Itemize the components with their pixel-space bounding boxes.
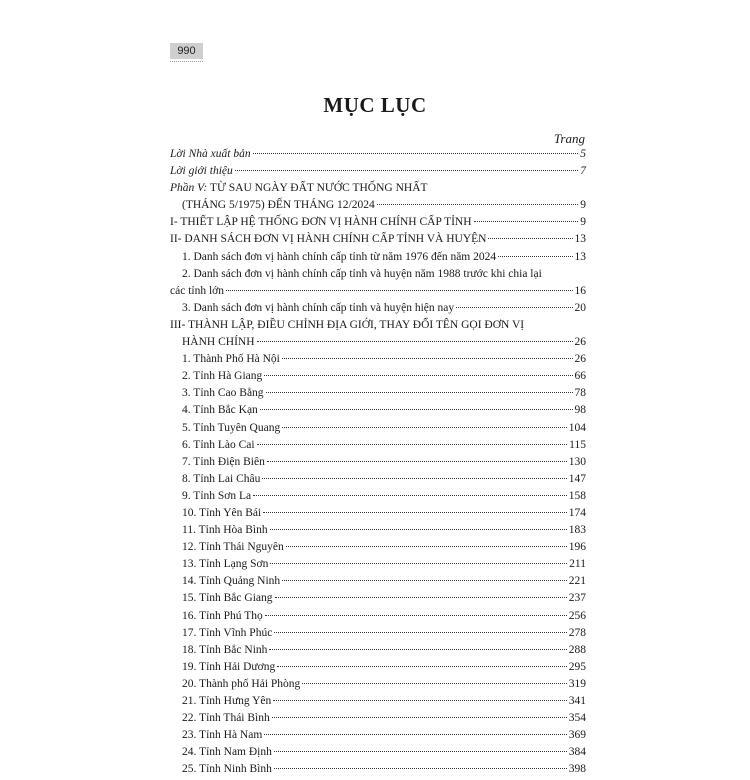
toc-entry [170,251,586,268]
toc-leader-dots [488,238,572,239]
toc-leader-dots [253,153,579,154]
toc-leader-dots [274,632,566,633]
toc-entry [170,165,586,182]
toc-entry-title: 24. Tỉnh Nam Định [182,746,272,759]
toc-entry [170,763,586,780]
toc-leader-dots [263,512,567,513]
toc-entry-title: 16. Tỉnh Phú Thọ [182,609,263,622]
toc-entry-page: 16 [574,284,586,297]
toc-leader-dots [282,427,567,428]
toc-entry [170,695,586,712]
part-label: Phần V: [170,182,208,195]
toc-entry-title: I- THIẾT LẬP HỆ THỐNG ĐƠN VỊ HÀNH CHÍNH CẤP TỈNH [170,216,472,229]
toc-entry [170,473,586,490]
toc-leader-dots [257,341,573,342]
toc-entry-page: 78 [574,387,586,400]
toc-leader-dots [270,563,567,564]
toc-entry [170,524,586,541]
toc-entry-title: 1. Thành Phố Hà Nội [182,353,280,366]
toc-entry-page: 26 [574,353,586,366]
toc-entry-title: 8. Tỉnh Lai Châu [182,472,261,485]
toc-entry-title: 22. Tỉnh Thái Bình [182,712,270,725]
toc-entry-title: 3. Danh sách đơn vị hành chính cấp tỉnh và huyện hiện nay [182,301,455,314]
toc-leader-dots [260,409,573,410]
toc-entry [170,541,586,558]
toc-leader-dots [274,751,567,752]
toc-entry [170,216,586,233]
toc-entry-title: 15. Tỉnh Bắc Giang [182,592,273,605]
toc-leader-dots [274,768,567,769]
toc-entry-page: 130 [568,455,586,468]
toc-entry-title: 23. Tỉnh Hà Nam [182,729,263,742]
toc-entry [170,353,586,370]
toc-entry-title: 1. Danh sách đơn vị hành chính cấp tỉnh từ năm 1976 đến năm 2024 [182,250,497,263]
toc-entry-page: 13 [574,250,586,263]
toc-entry-title: 2. Danh sách đơn vị hành chính cấp tỉnh và huyện năm 1988 trước khi chia lại [182,267,542,280]
toc-leader-dots [286,546,567,547]
toc-leader-dots [264,734,566,735]
toc-entry-page: 384 [568,746,586,759]
toc-entry [170,644,586,661]
toc-entry [170,199,586,216]
toc-entry-title: 14. Tỉnh Quảng Ninh [182,575,281,588]
toc-entry [170,610,586,627]
toc-entry-page: 158 [568,489,586,502]
toc-entry-page: 7 [580,165,586,178]
toc-leader-dots [474,221,579,222]
toc-leader-dots [257,444,568,445]
toc-entry-page: 256 [568,609,586,622]
toc-entry-page: 5 [580,148,586,160]
toc-leader-dots [267,461,567,462]
toc-entry-title: 19. Tỉnh Hải Dương [182,660,276,673]
toc-leader-dots [456,307,572,308]
toc-entry [170,661,586,678]
toc-entry-page: 98 [574,404,586,417]
toc-entry [170,336,586,353]
toc-leader-dots [302,683,566,684]
toc-entry [170,507,586,524]
toc-entry-title: 12. Tỉnh Thái Nguyên [182,541,284,554]
toc-entry-title: 17. Tỉnh Vĩnh Phúc [182,626,273,639]
toc-entry-title: 18. Tỉnh Bắc Ninh [182,643,268,656]
toc-leader-dots [253,495,567,496]
toc-entry-page: 237 [568,592,586,605]
toc-leader-dots [377,204,579,205]
page-column-label: Trang [553,131,585,146]
toc-entry-page: 354 [568,712,586,725]
toc-entry-page: 9 [580,199,586,212]
toc-entry-page: 9 [580,216,586,229]
toc-entry [170,712,586,729]
toc-entry [170,558,586,575]
toc-entry-title: 20. Thành phố Hải Phòng [182,677,301,690]
toc-entry-page: 13 [574,233,586,246]
toc-entry-page: 319 [568,677,586,690]
toc-entry [170,233,586,250]
toc-entry-page: 26 [574,336,586,349]
toc-entry-page: 341 [568,695,586,707]
toc-entry-title: 5. Tỉnh Tuyên Quang [182,421,281,434]
toc-entry-page: 20 [574,301,586,314]
toc-entry [170,285,586,302]
toc-entry-title: (THÁNG 5/1975) ĐẾN THÁNG 12/2024 [182,199,375,212]
toc-entry-title: III- THÀNH LẬP, ĐIỀU CHỈNH ĐỊA GIỚI, THAY ĐỔI TÊN GỌI ĐƠN VỊ [170,318,525,331]
toc-entry-title: 7. Tỉnh Điện Biên [182,455,265,468]
toc-entry [170,456,586,473]
toc-entry-title: 3. Tỉnh Cao Bằng [182,387,264,400]
toc-entry [170,627,586,644]
toc-entry-page: 288 [568,643,586,656]
toc-entry-page: 369 [568,729,586,742]
toc-entry-page: 196 [568,541,586,554]
toc-entry [170,729,586,746]
toc-entry-title: 21. Tỉnh Hưng Yên [182,695,272,707]
toc-leader-dots [266,392,573,393]
table-of-contents [170,148,586,780]
toc-entry-title: HÀNH CHÍNH [182,336,255,349]
toc-leader-dots [235,170,578,171]
toc-entry [170,319,586,336]
page-title: MỤC LỤC [323,93,427,117]
toc-entry [170,490,586,507]
toc-entry-page: 221 [568,575,586,588]
toc-entry [170,575,586,592]
toc-entry-page: 147 [568,472,586,485]
toc-leader-dots [273,700,566,701]
toc-leader-dots [262,478,566,479]
toc-entry-page: 66 [574,370,586,383]
toc-leader-dots [272,717,567,718]
toc-entry-title: 2. Tỉnh Hà Giang [182,370,263,383]
toc-entry-title: 6. Tỉnh Lào Cai [182,438,255,451]
toc-entry-page: 278 [568,626,586,639]
toc-entry [170,370,586,387]
toc-leader-dots [265,615,567,616]
toc-entry [170,182,586,199]
toc-entry-page: 174 [568,506,586,519]
toc-entry-page: 211 [569,558,586,571]
toc-entry-title: 4. Tỉnh Bắc Kạn [182,404,258,417]
toc-entry [170,439,586,456]
toc-entry-title: II- DANH SÁCH ĐƠN VỊ HÀNH CHÍNH CẤP TỈNH VÀ HUYỆN [170,233,487,246]
toc-leader-dots [277,666,567,667]
toc-entry [170,387,586,404]
toc-leader-dots [498,256,572,257]
toc-entry-title: các tỉnh lớn [170,284,224,297]
toc-entry-page: 183 [568,524,586,537]
toc-entry-title: Phần V: TỪ SAU NGÀY ĐẤT NƯỚC THỐNG NHẤT [170,182,428,195]
toc-entry [170,268,586,285]
toc-entry-page: 398 [568,763,586,776]
page-number-rule [170,61,203,62]
toc-leader-dots [269,649,566,650]
toc-entry-title: 13. Tỉnh Lạng Sơn [182,558,269,571]
toc-entry-page: 115 [569,438,586,451]
toc-entry-title: 9. Tỉnh Sơn La [182,489,252,502]
toc-leader-dots [226,290,573,291]
toc-leader-dots [282,358,573,359]
toc-entry [170,404,586,421]
page-number: 990 [170,43,203,59]
toc-entry [170,422,586,439]
toc-entry-title: 11. Tỉnh Hòa Bình [182,524,268,537]
toc-entry [170,148,586,165]
toc-leader-dots [264,375,572,376]
toc-entry [170,746,586,763]
toc-entry-title: Lời Nhà xuất bản [170,148,251,160]
toc-leader-dots [282,580,567,581]
toc-entry-title: Lời giới thiệu [170,165,233,178]
toc-entry [170,302,586,319]
toc-leader-dots [275,597,567,598]
toc-entry-title: 10. Tỉnh Yên Bái [182,506,262,519]
toc-entry [170,592,586,609]
toc-entry-title: 25. Tỉnh Ninh Bình [182,763,272,776]
toc-entry-page: 104 [568,421,586,434]
toc-leader-dots [270,529,567,530]
toc-entry [170,678,586,695]
toc-entry-page: 295 [568,660,586,673]
